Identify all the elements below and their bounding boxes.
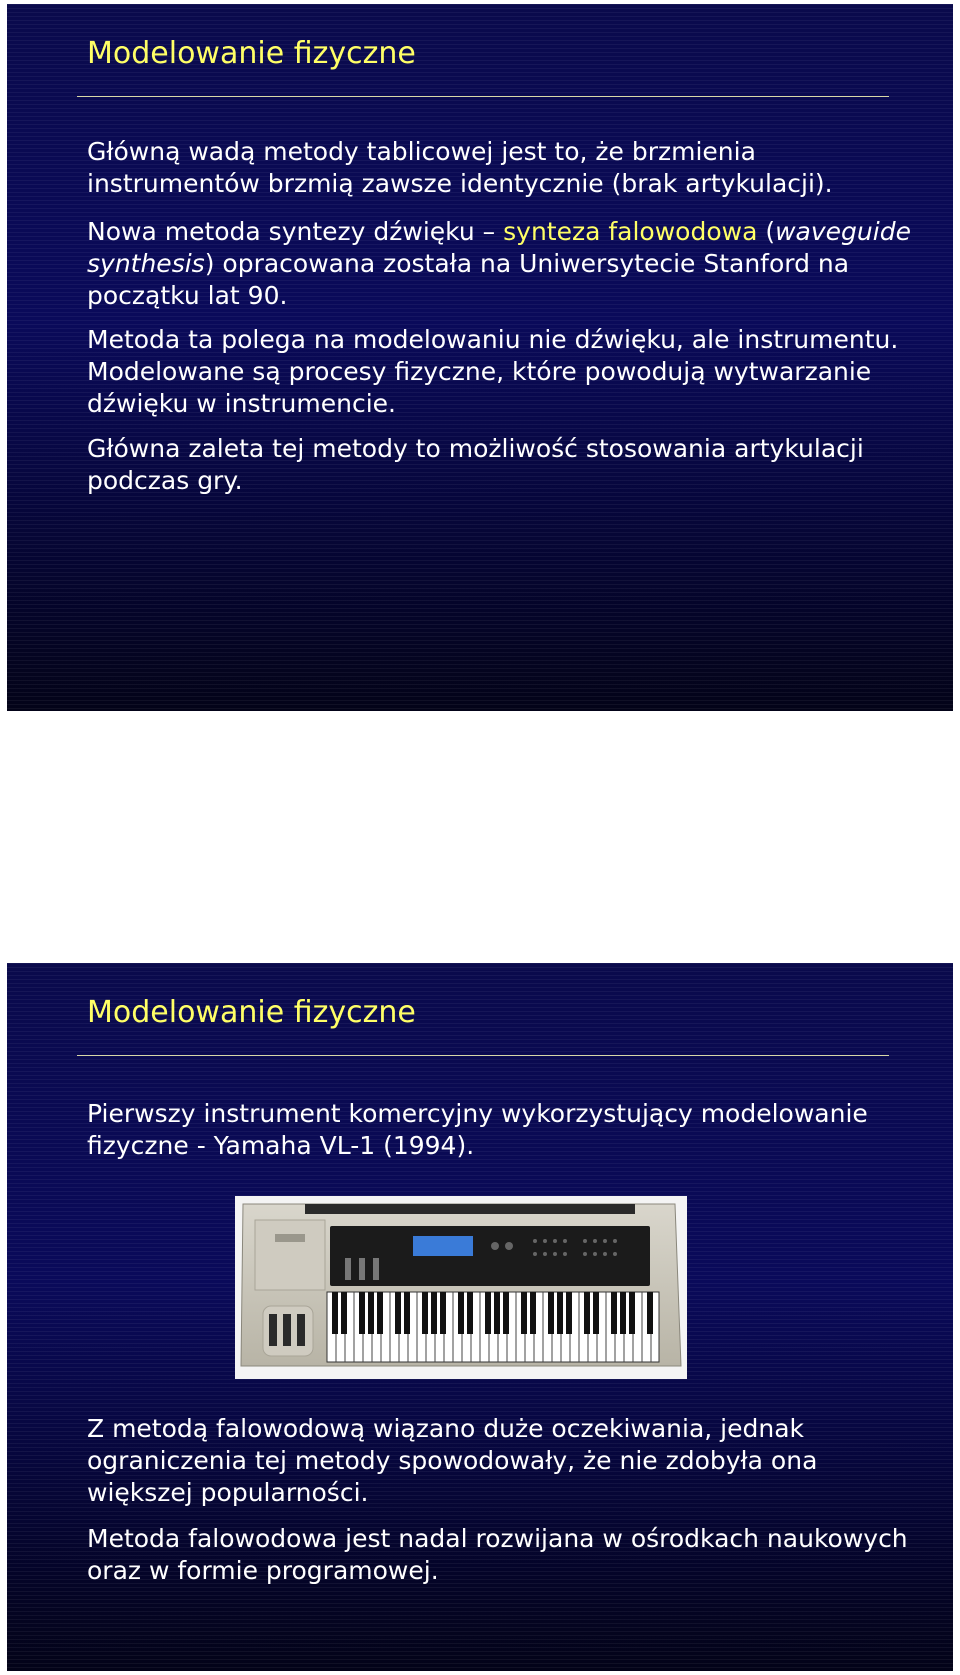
title-divider [77, 96, 889, 97]
paragraph-4: Główna zaleta tej metody to możliwość stosowania artykulacji podczas gry. [87, 434, 864, 495]
slide-title: Modelowanie fizyczne [87, 36, 416, 71]
slide-1 [7, 4, 953, 711]
paragraph-2-italic: waveguide synthesis [87, 217, 911, 278]
paragraph-expectations: Z metodą falowodową wiązano duże oczekiwania, jednak ograniczenia tej metody spowodowały, że nie zdobyła ona większej popularności. [87, 1414, 818, 1507]
paragraph-research: Metoda falowodowa jest nadal rozwijana w ośrodkach naukowych oraz w formie programowej. [87, 1524, 908, 1585]
paragraph-3: Metoda ta polega na modelowaniu nie dźwięku, ale instrumentu. Modelowane są procesy fizyczne, które powodują wytwarzanie dźwięku w instrumencie. [87, 325, 899, 418]
intro-paragraph: Pierwszy instrument komercyjny wykorzystujący modelowanie fizyczne - Yamaha VL-1 (1994). [87, 1099, 868, 1160]
paragraph-2-part1: Nowa metoda syntezy dźwięku [87, 217, 475, 246]
slide-2 [7, 963, 953, 1671]
paragraph-2 [87, 216, 917, 312]
paragraph-2-open: ( [757, 217, 776, 246]
title-divider [77, 1055, 889, 1056]
paragraph-2-highlight: synteza falowodowa [503, 217, 758, 246]
yamaha-vl1-image [235, 1196, 687, 1379]
slide-title: Modelowanie fizyczne [87, 995, 416, 1030]
paragraph-2-dash: – [474, 217, 504, 246]
paragraph-1: Główną wadą metody tablicowej jest to, że brzmienia instrumentów brzmią zawsze identycznie (brak artykulacji). [87, 137, 833, 198]
paragraph-2-rest: ) opracowana została na Uniwersytecie Stanford na początku lat 90. [87, 249, 850, 310]
